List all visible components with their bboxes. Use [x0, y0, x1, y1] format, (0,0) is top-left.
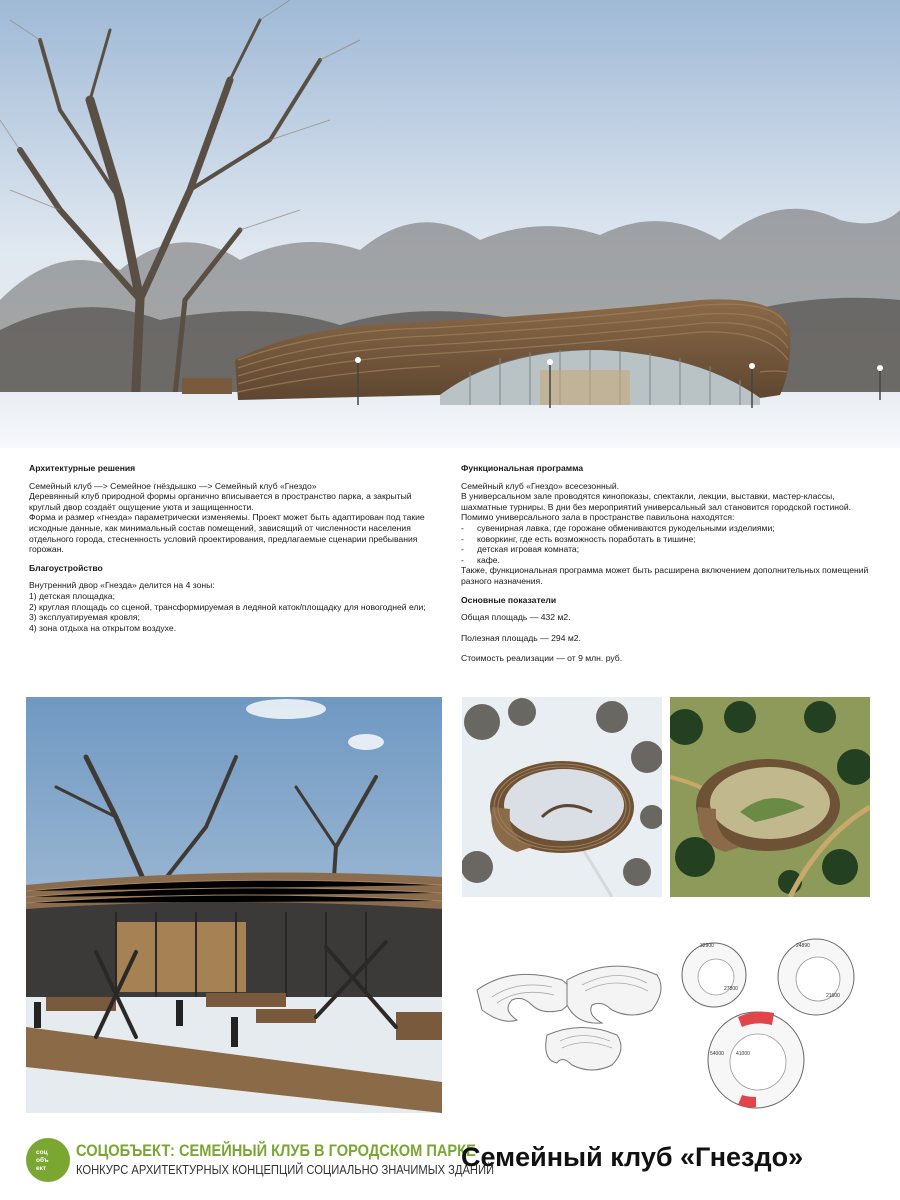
program-item: - кафе.	[461, 555, 873, 566]
plan-diagram	[676, 935, 872, 1115]
program-item: - детская игровая комната;	[461, 544, 873, 555]
hero-render-image	[0, 0, 900, 448]
right-text-column	[461, 463, 873, 674]
program-line: Помимо универсального зала в пространстве павильона находятся:	[461, 512, 735, 523]
program-line: Семейный клуб «Гнездо» всесезонный.	[461, 480, 620, 491]
arch-line: Семейный клуб —> Семейное гнёздышко —> Семейный клуб «Гнездо»	[29, 480, 317, 491]
zone-item: 3) эксплуатируемая кровля;	[29, 612, 140, 623]
zone-item: 2) круглая площадь со сценой, трансформируемая в ледяной каток/площадку для новогодней ели;	[29, 601, 426, 612]
program-line: В универсальном зале проводятся кинопоказы, спектакли, лекции, выставки, мастер-классы, шахматные турниры. В дни без мероприятий универсальный зал становится городской гостиной.	[461, 491, 852, 512]
dimension-label: 41000	[736, 1051, 750, 1057]
heading-indicators: Основные показатели	[461, 594, 557, 605]
heading-program: Функциональная программа	[461, 463, 584, 473]
logo-text: ект	[36, 1165, 47, 1172]
dimension-label: 21600	[826, 993, 840, 999]
left-text-column	[29, 463, 431, 633]
logo-text: соц	[36, 1149, 48, 1156]
competition-logo	[26, 1138, 70, 1182]
zone-item: 1) детская площадка;	[29, 590, 115, 601]
landscaping-intro: Внутренний двор «Гнезда» делится на 4 зоны:	[29, 580, 215, 591]
indicator-total-area: Общая площадь — 432 м2.	[461, 612, 571, 623]
dimension-label: 24890	[796, 943, 810, 949]
heading-landscaping: Благоустройство	[29, 562, 103, 573]
program-item: - коворкинг, где есть возможность поработать в тишине;	[461, 534, 873, 545]
program-outro: Также, функциональная программа может быть расширена включением дополнительных помещений разного назначения.	[461, 565, 869, 586]
zone-item: 4) зона отдыха на открытом воздухе.	[29, 622, 177, 633]
indicator-cost: Стоимость реализации — от 9 млн. руб.	[461, 653, 623, 664]
aerial-winter-image	[462, 697, 662, 897]
competition-title: СОЦОБЪЕКТ: СЕМЕЙНЫЙ КЛУБ В ГОРОДСКОМ ПАРКЕ	[76, 1141, 476, 1160]
dimension-label: 32900	[700, 943, 714, 949]
dimension-label: 27800	[724, 986, 738, 992]
program-list	[461, 523, 873, 565]
aerial-summer-image	[670, 697, 870, 897]
project-title: Семейный клуб «Гнездо»	[461, 1142, 804, 1172]
courtyard-render-image	[26, 697, 442, 1113]
arch-line: Форма и размер «гнезда» параметрически изменяемы. Проект может быть адаптирован под такие исходные данные, как минимальный состав помещений, зависящий от численности населения отдельного города, стесненность условий проектирования, предлагаемые сценарии пребывания горожан.	[29, 512, 425, 555]
competition-subtitle: КОНКУРС АРХИТЕКТУРНЫХ КОНЦЕПЦИЙ СОЦИАЛЬНО ЗНАЧИМЫХ ЗДАНИЙ	[76, 1162, 495, 1177]
heading-architecture: Архитектурные решения	[29, 463, 136, 473]
axonometric-diagram	[462, 935, 672, 1095]
arch-line: Деревянный клуб природной формы органично вписывается в пространство парка, а закрытый круглый двор создаёт ощущение уюта и защищенности.	[29, 491, 412, 512]
logo-text: объ	[36, 1157, 49, 1164]
dimension-label: 54000	[710, 1051, 724, 1057]
indicator-useful-area: Полезная площадь — 294 м2.	[461, 632, 581, 643]
program-item: - сувенирная лавка, где горожане обмениваются рукодельными изделиями;	[461, 523, 873, 534]
